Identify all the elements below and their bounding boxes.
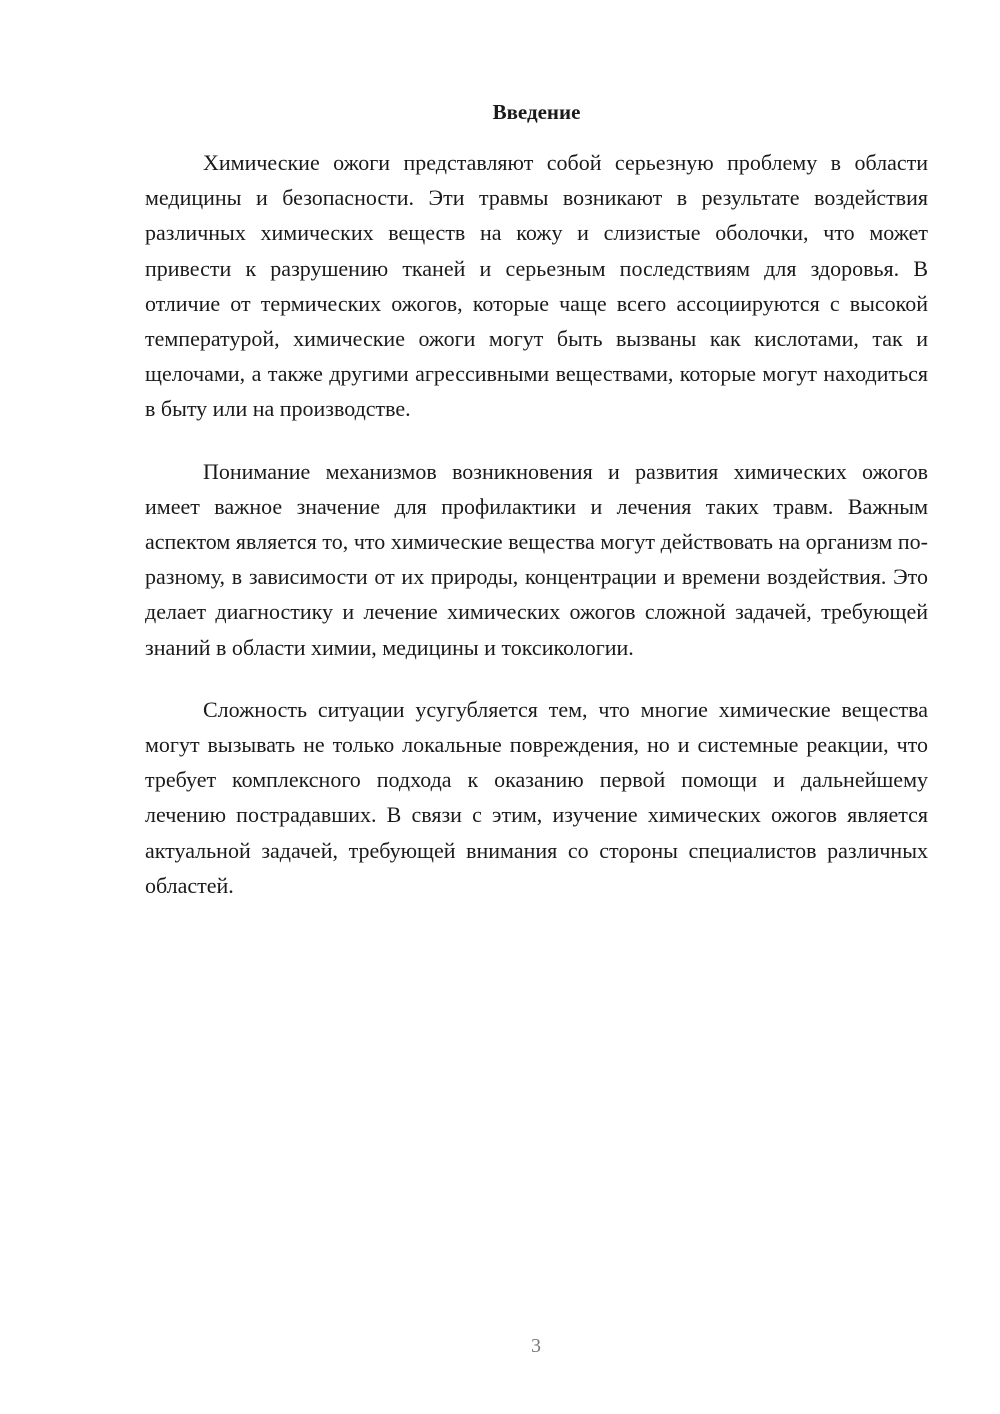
paragraph-1: Химические ожоги представляют собой серьезную проблему в области медицины и безопасности. Эти травмы возникают в результате воздействия различных химических веществ на кожу и слизистые оболочки, что может привести к разрушению тканей и серьезным последствиям для здоровья. В отличие от термических ожогов, которые чаще всего ассоциируются с высокой температурой, химические ожоги могут быть вызваны как кислотами, так и щелочами, а также другими агрессивными веществами, которые могут находиться в быту или на производстве. xyxy=(145,150,928,422)
paragraph-2: Понимание механизмов возникновения и развития химических ожогов имеет важное значение для профилактики и лечения таких травм. Важным аспектом является то, что химические вещества могут действовать на организм по-разному, в зависимости от их природы, концентрации и времени воздействия. Это делает диагностику и лечение химических ожогов сложной задачей, требующей знаний в области химии, медицины и токсикологии. xyxy=(145,458,928,660)
section-heading: Введение xyxy=(492,100,581,124)
page-number: 3 xyxy=(531,1335,541,1357)
paragraph-3: Сложность ситуации усугубляется тем, что многие химические вещества могут вызывать не только локальные повреждения, но и системные реакции, что требует комплексного подхода к оказанию первой помощи и дальнейшему лечению пострадавших. В связи с этим, изучение химических ожогов является актуальной задачей, требующей внимания со стороны специалистов различных областей. xyxy=(145,696,928,898)
body-text xyxy=(145,145,928,903)
